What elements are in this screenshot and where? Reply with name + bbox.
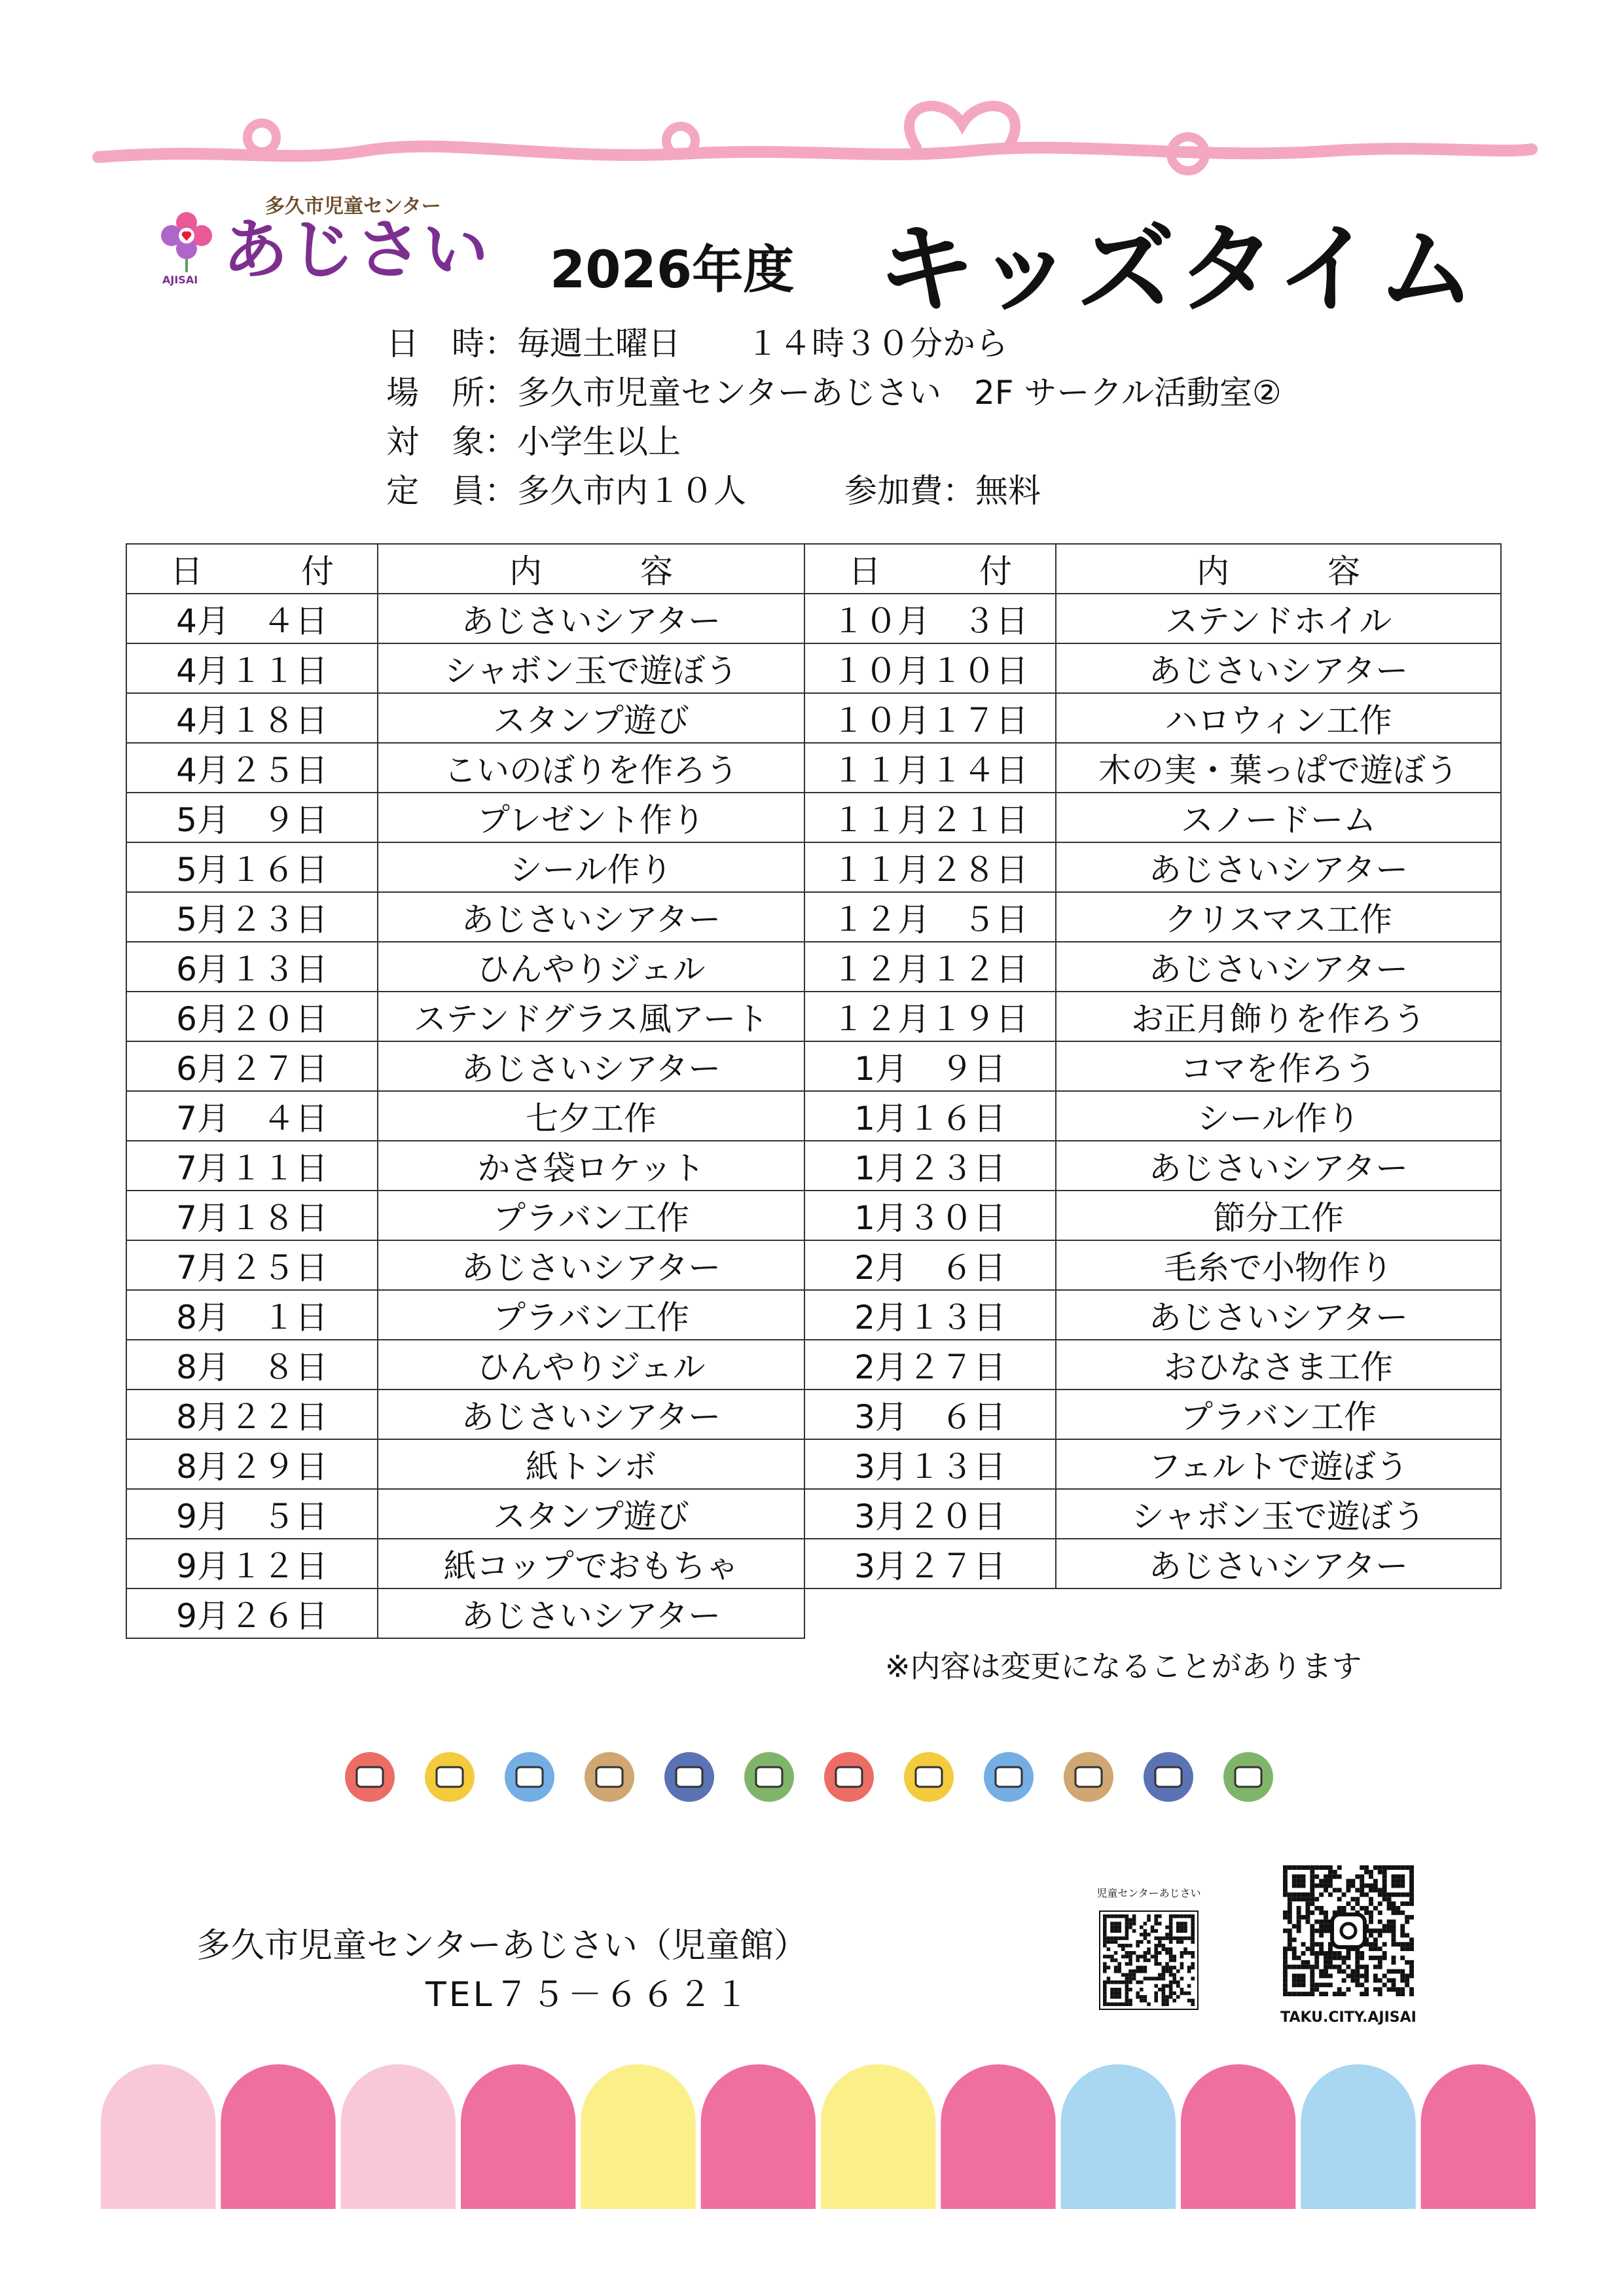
info-datetime: 日 時：毎週土曜日 １４時３０分から [386,325,1008,363]
date-cell: 3月２７日 [804,1539,1056,1588]
change-notice: ※内容は変更になることがあります [885,1649,1362,1684]
table-row [126,743,1501,793]
table-row [126,892,1501,942]
content-cell: 七夕工作 [378,1091,804,1141]
table-row [126,1439,1501,1489]
schedule-body [126,594,1501,1638]
table-row [126,1489,1501,1539]
table-row [126,942,1501,992]
content-cell: スタンプ遊び [378,1489,804,1539]
table-row [126,1588,1501,1638]
date-cell: 7月１１日 [126,1141,378,1191]
date-cell: 3月 ６日 [804,1390,1056,1439]
table-row [126,1290,1501,1340]
content-cell: コマを作ろう [1056,1041,1501,1091]
instagram-handle: TAKU.CITY.AJISAI [1280,2009,1416,2026]
arch-shape [221,2064,335,2209]
arch-shape [1061,2064,1176,2209]
content-cell: かさ袋ロケット [378,1141,804,1191]
date-cell: 9月２６日 [126,1588,378,1638]
header-date-right: 日 付 [804,544,1056,594]
ajisai-logo [157,190,497,301]
hydrangea-icon [157,203,216,275]
date-cell: 6月２７日 [126,1041,378,1091]
table-row [126,793,1501,842]
content-cell: プレゼント作り [378,793,804,842]
title-year: 2026年度 [550,241,795,300]
content-cell: ひんやりジェル [378,942,804,992]
brush-icon [1064,1752,1113,1802]
date-cell: 8月 １日 [126,1290,378,1340]
empty-cell [804,1588,1056,1638]
pen-icon [984,1752,1034,1802]
date-cell: 6月１３日 [126,942,378,992]
content-cell: あじさいシアター [378,892,804,942]
glue-icon [904,1752,954,1802]
content-cell: お正月飾りを作ろう [1056,992,1501,1041]
date-cell: 7月 ４日 [126,1091,378,1141]
craft-tools-decoration [327,1728,1309,1826]
arch-shape [581,2064,695,2209]
date-cell: 4月１１日 [126,643,378,693]
content-cell: 紙コップでおもちゃ [378,1539,804,1588]
content-cell: プラバン工作 [1056,1390,1501,1439]
info-fee: 参加費：無料 [844,472,1041,510]
arch-shape [1421,2064,1536,2209]
table-row [126,1091,1501,1141]
logo-name: あじさい [223,211,490,288]
qr-code-caption: 児童センターあじさい [1096,1887,1201,1899]
paint-tube-icon [664,1752,714,1802]
date-cell: 2月 ６日 [804,1240,1056,1290]
content-cell: プラバン工作 [378,1290,804,1340]
date-cell: 9月１２日 [126,1539,378,1588]
date-cell: １０月１０日 [804,643,1056,693]
table-row [126,1340,1501,1390]
date-cell: １１月２１日 [804,793,1056,842]
content-cell: 毛糸で小物作り [1056,1240,1501,1290]
date-cell: 5月２３日 [126,892,378,942]
content-cell: スタンプ遊び [378,693,804,743]
info-target: 対 象：小学生以上 [386,423,681,461]
date-cell: 7月１８日 [126,1191,378,1240]
arch-shape [341,2064,456,2209]
header-content-right: 内 容 [1056,544,1501,594]
footer-telephone: TEL７５－６６２１ [425,1975,751,2015]
content-cell: あじさいシアター [378,594,804,643]
date-cell: 1月２３日 [804,1141,1056,1191]
table-row [126,1539,1501,1588]
content-cell: シャボン玉で遊ぼう [378,643,804,693]
date-cell: 3月２０日 [804,1489,1056,1539]
content-cell: あじさいシアター [378,1240,804,1290]
content-cell: シール作り [378,842,804,892]
brush-icon [585,1752,634,1802]
content-cell: プラバン工作 [378,1191,804,1240]
date-cell: 8月２９日 [126,1439,378,1489]
date-cell: １２月 ５日 [804,892,1056,942]
arch-shape [101,2064,215,2209]
empty-cell [1056,1588,1501,1638]
table-row [126,992,1501,1041]
logo-subtitle: 多久市児童センター [265,195,441,218]
arch-shape [461,2064,575,2209]
palette-icon [1223,1752,1273,1802]
date-cell: １１月１４日 [804,743,1056,793]
date-cell: 1月 ９日 [804,1041,1056,1091]
content-cell: ステンドグラス風アート [378,992,804,1041]
arch-shape [941,2064,1055,2209]
date-cell: １０月 ３日 [804,594,1056,643]
date-cell: 6月２０日 [126,992,378,1041]
date-cell: 4月１８日 [126,693,378,743]
scissors-icon [824,1752,874,1802]
arch-shape [1301,2064,1415,2209]
paint-tube-icon [1144,1752,1193,1802]
date-cell: １２月１２日 [804,942,1056,992]
content-cell: シャボン玉で遊ぼう [1056,1489,1501,1539]
arch-shape [1181,2064,1295,2209]
table-header-row [126,544,1501,594]
content-cell: あじさいシアター [378,1390,804,1439]
footer-center-name: 多久市児童センターあじさい（児童館） [196,1926,808,1965]
date-cell: 4月 ４日 [126,594,378,643]
date-cell: 5月 ９日 [126,793,378,842]
arches-decoration [98,2062,1538,2209]
table-row [126,693,1501,743]
ribbon-decoration [92,85,1538,190]
content-cell: あじさいシアター [1056,1539,1501,1588]
table-row [126,842,1501,892]
content-cell: あじさいシアター [1056,643,1501,693]
table-row [126,1141,1501,1191]
qr-code-website[interactable] [1074,1885,1224,2036]
content-cell: 節分工作 [1056,1191,1501,1240]
date-cell: 8月２２日 [126,1390,378,1439]
content-cell: スノードーム [1056,793,1501,842]
date-cell: 1月１６日 [804,1091,1056,1141]
info-capacity: 定 員：多久市内１０人 [386,472,746,510]
content-cell: フェルトで遊ぼう [1056,1439,1501,1489]
date-cell: 2月２７日 [804,1340,1056,1390]
schedule-table [126,543,1502,1639]
table-row [126,1240,1501,1290]
arch-shape [701,2064,816,2209]
table-row [126,1390,1501,1439]
content-cell: シール作り [1056,1091,1501,1141]
header-content-left: 内 容 [378,544,804,594]
content-cell: 紙トンボ [378,1439,804,1489]
content-cell: あじさいシアター [378,1588,804,1638]
date-cell: 2月１３日 [804,1290,1056,1340]
logo-romaji: AJISAI [162,274,198,286]
date-cell: １２月１９日 [804,992,1056,1041]
content-cell: 木の実・葉っぱで遊ぼう [1056,743,1501,793]
header-date-left: 日 付 [126,544,378,594]
content-cell: ハロウィン工作 [1056,693,1501,743]
date-cell: 4月２５日 [126,743,378,793]
content-cell: あじさいシアター [1056,942,1501,992]
table-row [126,1041,1501,1091]
date-cell: 9月 ５日 [126,1489,378,1539]
content-cell: おひなさま工作 [1056,1340,1501,1390]
date-cell: １１月２８日 [804,842,1056,892]
date-cell: 3月１３日 [804,1439,1056,1489]
content-cell: あじさいシアター [1056,1141,1501,1191]
date-cell: 1月３０日 [804,1191,1056,1240]
date-cell: 5月１６日 [126,842,378,892]
date-cell: １０月１７日 [804,693,1056,743]
content-cell: あじさいシアター [1056,1290,1501,1340]
table-row [126,594,1501,643]
glue-icon [425,1752,475,1802]
date-cell: 7月２５日 [126,1240,378,1290]
table-row [126,643,1501,693]
palette-icon [744,1752,794,1802]
table-row [126,1191,1501,1240]
arch-shape [821,2064,935,2209]
content-cell: ステンドホイル [1056,594,1501,643]
info-place: 場 所：多久市児童センターあじさい 2F サークル活動室② [386,374,1282,412]
scissors-icon [345,1752,395,1802]
page-title: キッズタイム [877,213,1479,327]
content-cell: ひんやりジェル [378,1340,804,1390]
content-cell: あじさいシアター [378,1041,804,1091]
pen-icon [505,1752,554,1802]
content-cell: クリスマス工作 [1056,892,1501,942]
content-cell: あじさいシアター [1056,842,1501,892]
content-cell: こいのぼりを作ろう [378,743,804,793]
date-cell: 8月 ８日 [126,1340,378,1390]
